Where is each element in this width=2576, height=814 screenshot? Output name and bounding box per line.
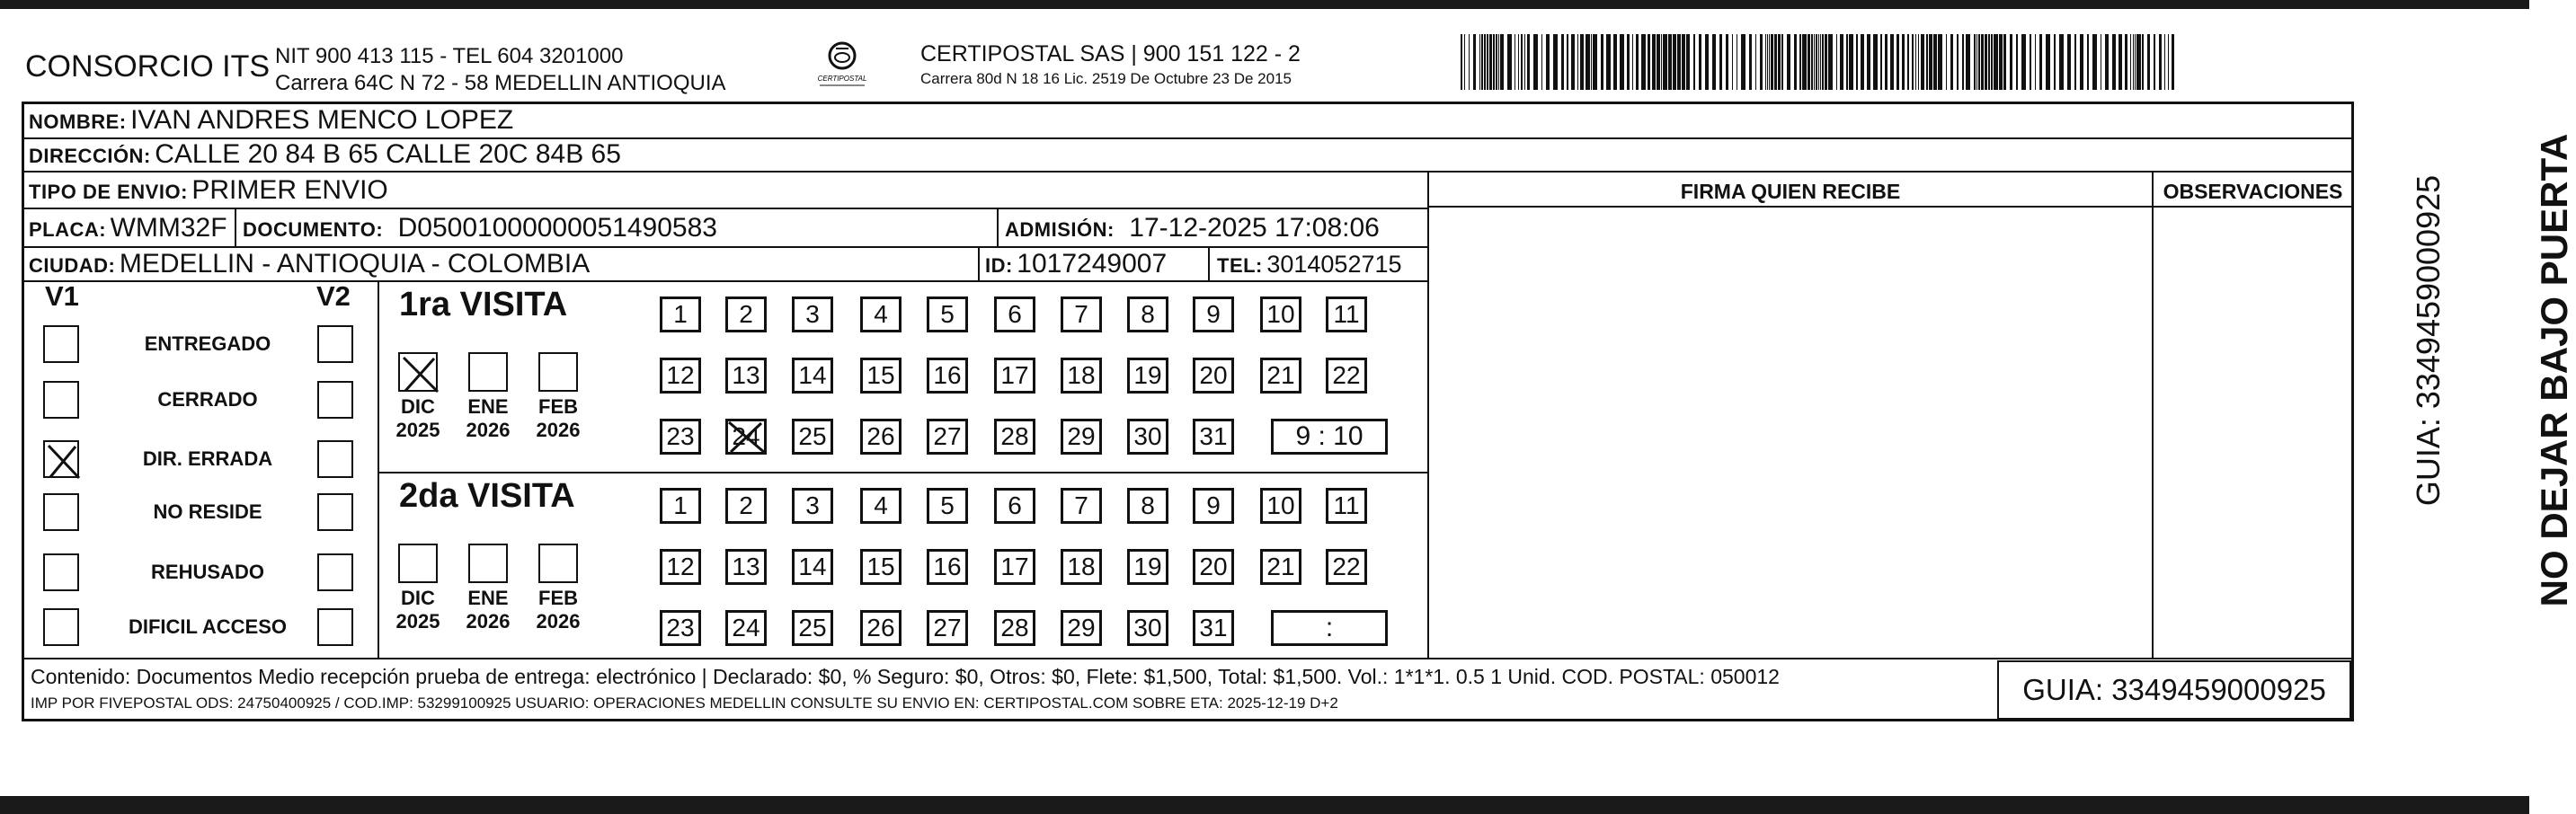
barcode-bar (1962, 34, 1964, 90)
barcode-bar (2135, 34, 2136, 90)
day-box[interactable]: 27 (927, 419, 968, 455)
barcode-bar (1567, 34, 1568, 90)
barcode-bar (1648, 34, 1650, 90)
day-box[interactable]: 1 (660, 488, 701, 524)
barcode-bar (1657, 34, 1660, 90)
barcode-bar (1978, 34, 1980, 90)
day-box[interactable]: 6 (994, 296, 1035, 332)
guia-box: GUIA: 3349459000925 (1997, 660, 2351, 720)
month-checkbox[interactable] (468, 352, 508, 392)
day-box[interactable]: 14 (792, 358, 833, 394)
barcode-bar (1825, 34, 1827, 90)
day-box[interactable]: 9 (1193, 488, 1234, 524)
barcode-bar (1464, 34, 1465, 90)
day-box[interactable]: 29 (1061, 419, 1102, 455)
day-box[interactable]: 19 (1127, 549, 1168, 585)
documento-value: D05001000000051490583 (397, 213, 717, 243)
footer-impresion: IMP POR FIVEPOSTAL ODS: 24750400925 / COD.IMP: 53299100925 USUARIO: OPERACIONES MEDELLIN CONSULTE SU ENVIO EN: CERTIPOSTAL.COM SOBRE ETA: 2025-12-19 D+2 (31, 695, 1338, 712)
barcode-bar (1912, 34, 1914, 90)
barcode-bar (2046, 34, 2050, 90)
visit-time-box[interactable]: 9 : 10 (1271, 419, 1388, 455)
barcode-bar (2021, 34, 2026, 90)
nombre-field (29, 105, 513, 136)
month-label: ENE 2026 (466, 587, 511, 633)
day-box[interactable]: 21 (1260, 549, 1301, 585)
barcode-bar (1767, 34, 1768, 90)
admision-label: ADMISIÓN: (1005, 218, 1115, 241)
ciudad-field (29, 249, 590, 279)
v2-checkbox[interactable] (317, 553, 353, 591)
day-box[interactable]: 24 (725, 419, 767, 455)
month-label: FEB 2026 (536, 587, 581, 633)
barcode-bar (1787, 34, 1790, 90)
day-box[interactable]: 3 (792, 296, 833, 332)
day-box[interactable]: 18 (1061, 358, 1102, 394)
placa-value: WMM32F (110, 213, 227, 243)
barcode-bar (1794, 34, 1797, 90)
day-box[interactable]: 17 (994, 358, 1035, 394)
barcode-bar (1999, 34, 2003, 90)
v1-checkbox[interactable] (43, 381, 79, 419)
barcode-bar (1974, 34, 1976, 90)
barcode-bar (1950, 34, 1953, 90)
direccion-value: CALLE 20 84 B 65 CALLE 20C 84B 65 (155, 139, 621, 169)
day-box[interactable]: 14 (792, 549, 833, 585)
barcode-bar (1524, 34, 1525, 90)
v1-label: V1 (45, 280, 79, 312)
id-field (985, 249, 1167, 279)
day-box[interactable]: 19 (1127, 358, 1168, 394)
barcode-bar (2119, 34, 2122, 90)
barcode-bar (1981, 34, 1984, 90)
day-box[interactable]: 28 (994, 610, 1035, 646)
day-box[interactable]: 23 (660, 419, 701, 455)
handwritten-x-icon (725, 419, 767, 455)
day-box[interactable]: 31 (1193, 610, 1234, 646)
tel-value: 3014052715 (1266, 251, 1402, 278)
barcode-bar (2125, 34, 2127, 90)
barcode-bar (1938, 34, 1942, 90)
day-box[interactable]: 4 (860, 296, 902, 332)
day-box[interactable]: 5 (927, 296, 968, 332)
barcode-bar (1867, 34, 1870, 90)
status-option-label: ENTREGADO (144, 332, 271, 355)
barcode-bar (2164, 34, 2165, 90)
barcode-bar (1527, 34, 1530, 90)
day-box[interactable]: 21 (1260, 358, 1301, 394)
barcode-bar (1991, 34, 1993, 90)
v2-checkbox[interactable] (317, 608, 353, 646)
barcode-bar (1553, 34, 1558, 90)
status-option-label: DIR. ERRADA (142, 447, 273, 470)
barcode-bar (1781, 34, 1783, 90)
barcode-bar (1915, 34, 1916, 90)
day-box[interactable]: 30 (1127, 610, 1168, 646)
barcode-bar (1577, 34, 1578, 90)
barcode-bar (2105, 34, 2109, 90)
tipo-envio-value: PRIMER ENVIO (191, 175, 388, 205)
v1-checkbox[interactable] (43, 553, 79, 591)
top-scan-band (0, 0, 2529, 9)
barcode-bar (1778, 34, 1781, 90)
barcode-bar (1561, 34, 1564, 90)
day-box[interactable]: 28 (994, 419, 1035, 455)
barcode-bar (1799, 34, 1801, 90)
barcode-bar (1880, 34, 1882, 90)
tel-label: TEL: (1217, 254, 1263, 277)
company-name: CONSORCIO ITS (25, 49, 271, 84)
day-box[interactable]: 9 (1193, 296, 1234, 332)
observaciones-header: OBSERVACIONES (2163, 180, 2343, 203)
barcode-bar (1479, 34, 1480, 90)
side-warning: NO DEJAR BAJO PUERTA (2533, 133, 2575, 607)
day-box[interactable]: 10 (1260, 488, 1301, 524)
barcode-bar (2136, 34, 2141, 90)
barcode-bar (1601, 34, 1603, 90)
footer-contenido: Contenido: Documentos Medio recepción prueba de entrega: electrónico | Declarado: $0, % Seguro: $0, Otros: $0, Flete: $1,500, Total: $1,500. Vol.: 1*1*1. 0.5 1 Unid. COD. POSTAL: 050012 (31, 665, 1780, 688)
barcode-bar (1820, 34, 1821, 90)
barcode-bar (1828, 34, 1833, 90)
status-option-label: DIFICIL ACCESO (128, 615, 287, 638)
day-box[interactable]: 8 (1127, 488, 1168, 524)
barcode-bar (1926, 34, 1928, 90)
barcode-bar (1861, 34, 1864, 90)
v1-checkbox[interactable] (43, 493, 79, 531)
barcode-bar (1473, 34, 1476, 90)
day-box[interactable]: 31 (1193, 419, 1234, 455)
barcode-bar (1822, 34, 1824, 90)
barcode-bar (1849, 34, 1853, 90)
v2-checkbox[interactable] (317, 381, 353, 419)
id-value: 1017249007 (1017, 249, 1168, 279)
barcode-bar (2074, 34, 2076, 90)
day-box[interactable]: 15 (860, 549, 902, 585)
barcode-bar (1755, 34, 1756, 90)
status-option-label: NO RESIDE (153, 500, 262, 523)
month-checkbox[interactable] (468, 544, 508, 583)
barcode-bar (1673, 34, 1676, 90)
barcode-bar (1712, 34, 1716, 90)
barcode-bar (2147, 34, 2150, 90)
barcode-bar (1705, 34, 1709, 90)
barcode-bar (2003, 34, 2006, 90)
day-box[interactable]: 27 (927, 610, 968, 646)
barcode-bar (1484, 34, 1486, 90)
visit-title: 2da VISITA (399, 477, 575, 515)
barcode-bar (1632, 34, 1633, 90)
barcode-bar (1976, 34, 1977, 90)
barcode (1461, 34, 2175, 90)
barcode-bar (2030, 34, 2031, 90)
barcode-bar (1933, 34, 1937, 90)
day-box[interactable]: 13 (725, 549, 767, 585)
barcode-bar (1946, 34, 1947, 90)
barcode-bar (1840, 34, 1843, 90)
day-box[interactable]: 24 (725, 610, 767, 646)
day-box[interactable]: 4 (860, 488, 902, 524)
tel-field (1217, 251, 1402, 279)
nombre-label: NOMBRE: (29, 111, 127, 133)
barcode-bar (1668, 34, 1672, 90)
barcode-bar (1693, 34, 1695, 90)
barcode-bar (1749, 34, 1752, 90)
barcode-bar (2067, 34, 2071, 90)
day-box[interactable]: 16 (927, 549, 968, 585)
barcode-bar (1461, 34, 1462, 90)
barcode-bar (1885, 34, 1888, 90)
day-box[interactable]: 7 (1061, 488, 1102, 524)
documento-label: DOCUMENTO: (243, 218, 384, 241)
barcode-bar (1732, 34, 1733, 90)
barcode-bar (1682, 34, 1685, 90)
admision-field (1005, 213, 1380, 243)
barcode-bar (2087, 34, 2089, 90)
barcode-bar (1890, 34, 1894, 90)
barcode-bar (1500, 34, 1504, 90)
day-box[interactable]: 22 (1326, 549, 1367, 585)
company-info (275, 43, 726, 97)
barcode-bar (1533, 34, 1538, 90)
direccion-label: DIRECCIÓN: (29, 145, 151, 167)
day-box[interactable]: 12 (660, 549, 701, 585)
day-box[interactable]: 26 (860, 610, 902, 646)
barcode-bar (1957, 34, 1959, 90)
ciudad-value: MEDELLIN - ANTIOQUIA - COLOMBIA (119, 249, 591, 279)
month-checkbox[interactable] (398, 352, 438, 392)
day-box[interactable]: 22 (1326, 358, 1367, 394)
barcode-bar (2172, 34, 2174, 90)
barcode-bar (1802, 34, 1807, 90)
barcode-bar (1469, 34, 1470, 90)
barcode-bar (1811, 34, 1813, 90)
barcode-bar (1902, 34, 1905, 90)
barcode-bar (1593, 34, 1597, 90)
day-box[interactable]: 20 (1193, 358, 1234, 394)
barcode-bar (2112, 34, 2116, 90)
barcode-bar (1760, 34, 1763, 90)
barcode-bar (2054, 34, 2056, 90)
barcode-bar (2080, 34, 2083, 90)
day-box[interactable]: 26 (860, 419, 902, 455)
barcode-bar (1580, 34, 1584, 90)
barcode-bar (1814, 34, 1815, 90)
barcode-bar (2142, 34, 2144, 90)
barcode-bar (1719, 34, 1722, 90)
firma-header: FIRMA QUIEN RECIBE (1680, 180, 1901, 203)
barcode-bar (1606, 34, 1611, 90)
day-box[interactable]: 20 (1193, 549, 1234, 585)
day-box[interactable]: 11 (1326, 296, 1367, 332)
direccion-field (29, 139, 621, 170)
company-nit: NIT 900 413 115 - TEL 604 3201000 (275, 44, 624, 68)
barcode-bar (2168, 34, 2169, 90)
barcode-bar (1487, 34, 1488, 90)
barcode-bar (1771, 34, 1773, 90)
barcode-bar (2154, 34, 2155, 90)
nombre-value: IVAN ANDRES MENCO LOPEZ (130, 105, 514, 135)
barcode-bar (1966, 34, 1970, 90)
day-box[interactable]: 2 (725, 296, 767, 332)
barcode-bar (1627, 34, 1630, 90)
side-guia: GUIA: 3349459000925 (2410, 174, 2447, 507)
barcode-bar (1769, 34, 1770, 90)
day-box[interactable]: 18 (1061, 549, 1102, 585)
barcode-bar (1907, 34, 1909, 90)
barcode-bar (1489, 34, 1492, 90)
month-label: FEB 2026 (536, 395, 581, 441)
placa-label: PLACA: (29, 218, 107, 241)
day-box[interactable]: 1 (660, 296, 701, 332)
status-option-label: CERRADO (157, 388, 258, 411)
bottom-scan-band (0, 796, 2529, 814)
month-label: ENE 2026 (466, 395, 511, 441)
barcode-bar (1613, 34, 1617, 90)
barcode-bar (1818, 34, 1819, 90)
certipostal-address: Carrera 80d N 18 16 Lic. 2519 De Octubre 23 De 2015 (920, 70, 1292, 87)
day-box[interactable]: 25 (792, 610, 833, 646)
barcode-bar (1985, 34, 1987, 90)
day-box[interactable]: 25 (792, 419, 833, 455)
v2-checkbox[interactable] (317, 493, 353, 531)
barcode-bar (1518, 34, 1519, 90)
month-checkbox[interactable] (398, 544, 438, 583)
day-box[interactable]: 5 (927, 488, 968, 524)
handwritten-x-icon (45, 442, 81, 480)
barcode-bar (1591, 34, 1592, 90)
visit-time-box[interactable]: : (1271, 610, 1388, 646)
day-box[interactable]: 13 (725, 358, 767, 394)
barcode-bar (1846, 34, 1848, 90)
handwritten-x-icon (400, 354, 440, 394)
barcode-bar (1774, 34, 1777, 90)
barcode-bar (1571, 34, 1575, 90)
barcode-bar (1765, 34, 1766, 90)
barcode-bar (1896, 34, 1899, 90)
barcode-bar (1918, 34, 1919, 90)
v2-checkbox[interactable] (317, 325, 353, 363)
barcode-bar (2016, 34, 2018, 90)
id-label: ID: (985, 254, 1013, 277)
day-box[interactable]: 12 (660, 358, 701, 394)
barcode-bar (1521, 34, 1523, 90)
admision-value: 17-12-2025 17:08:06 (1129, 213, 1380, 243)
day-box[interactable]: 23 (660, 610, 701, 646)
barcode-bar (2159, 34, 2162, 90)
barcode-bar (1921, 34, 1924, 90)
barcode-bar (1686, 34, 1690, 90)
day-box[interactable]: 2 (725, 488, 767, 524)
day-box[interactable]: 29 (1061, 610, 1102, 646)
day-box[interactable]: 3 (792, 488, 833, 524)
day-box[interactable]: 17 (994, 549, 1035, 585)
barcode-bar (2092, 34, 2097, 90)
barcode-bar (2059, 34, 2064, 90)
barcode-bar (1493, 34, 1495, 90)
barcode-bar (1641, 34, 1646, 90)
tipo-envio-field (29, 175, 388, 206)
day-box[interactable]: 6 (994, 488, 1035, 524)
certipostal-logo (800, 38, 885, 92)
barcode-bar (1699, 34, 1701, 90)
barcode-bar (1677, 34, 1681, 90)
barcode-bar (2039, 34, 2042, 90)
certipostal-company: CERTIPOSTAL SAS | 900 151 122 - 2 (920, 41, 1301, 66)
ciudad-label: CIUDAD: (29, 254, 116, 277)
barcode-bar (1741, 34, 1745, 90)
barcode-bar (1586, 34, 1590, 90)
barcode-bar (1496, 34, 1497, 90)
status-option-label: REHUSADO (151, 561, 264, 583)
documento-field (243, 213, 717, 243)
barcode-bar (2010, 34, 2012, 90)
barcode-bar (1507, 34, 1512, 90)
barcode-bar (1988, 34, 1990, 90)
placa-field (29, 213, 227, 243)
visit-title: 1ra VISITA (399, 286, 568, 323)
barcode-bar (1726, 34, 1728, 90)
v1-checkbox[interactable] (43, 325, 79, 363)
barcode-bar (1816, 34, 1817, 90)
logo-text: CERTIPOSTAL (817, 75, 867, 83)
barcode-bar (1663, 34, 1667, 90)
barcode-bar (1994, 34, 1998, 90)
barcode-bar (1873, 34, 1878, 90)
v1-checkbox[interactable] (43, 440, 79, 478)
v1-checkbox[interactable] (43, 608, 79, 646)
barcode-bar (1498, 34, 1499, 90)
barcode-bar (1620, 34, 1624, 90)
barcode-bar (1546, 34, 1550, 90)
barcode-bar (2035, 34, 2036, 90)
day-box[interactable]: 16 (927, 358, 968, 394)
day-box[interactable]: 30 (1127, 419, 1168, 455)
barcode-bar (1661, 34, 1662, 90)
barcode-bar (1856, 34, 1858, 90)
month-label: DIC 2025 (395, 587, 440, 633)
barcode-bar (1652, 34, 1656, 90)
barcode-bar (1481, 34, 1483, 90)
v2-checkbox[interactable] (317, 440, 353, 478)
barcode-bar (1541, 34, 1542, 90)
month-checkbox[interactable] (538, 352, 578, 392)
month-label: DIC 2025 (395, 395, 440, 441)
barcode-bar (2133, 34, 2134, 90)
tipo-envio-label: TIPO DE ENVIO: (29, 181, 188, 203)
barcode-bar (1808, 34, 1810, 90)
day-box[interactable]: 15 (860, 358, 902, 394)
barcode-bar (2130, 34, 2131, 90)
day-box[interactable]: 8 (1127, 296, 1168, 332)
barcode-bar (1929, 34, 1932, 90)
barcode-bar (1636, 34, 1639, 90)
day-box[interactable]: 11 (1326, 488, 1367, 524)
month-checkbox[interactable] (538, 544, 578, 583)
v2-label: V2 (316, 280, 351, 312)
day-box[interactable]: 7 (1061, 296, 1102, 332)
company-address: Carrera 64C N 72 - 58 MEDELLIN ANTIOQUIA (275, 71, 726, 95)
day-box[interactable]: 10 (1260, 296, 1301, 332)
barcode-bar (1836, 34, 1837, 90)
